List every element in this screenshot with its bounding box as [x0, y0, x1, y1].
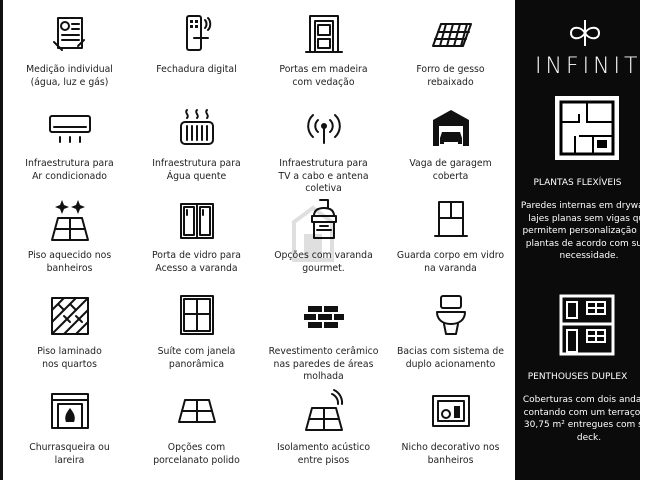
feature-label: Opções com porcelanato polido	[153, 442, 240, 466]
feature-label: Fechadura digital	[156, 64, 237, 75]
feature-wooden-doors	[260, 12, 387, 89]
duplex-description: Coberturas com dois andares contando com um terraço de 30,75 m² entregues com spa deck.	[522, 395, 656, 443]
feature-glass-door	[133, 198, 260, 275]
brand-panel	[515, 0, 659, 480]
niche-icon	[429, 390, 473, 434]
feature-label: Medição individual (água, luz e gás)	[26, 64, 113, 88]
feature-label: Infraestrutura para Ar condicionado	[25, 158, 114, 182]
floor-plan-icon	[555, 96, 619, 160]
panoramic-window-icon	[175, 294, 219, 338]
duplex-building-icon	[555, 294, 619, 358]
feature-label: Bacias com sistema de duplo acionamento	[396, 346, 505, 370]
toilet-icon	[429, 294, 473, 338]
duplex-title: PENTHOUSES DUPLEX	[527, 372, 628, 382]
feature-label: Portas em madeira com vedação	[279, 64, 368, 88]
brand-name: INFINITY	[535, 54, 659, 79]
feature-covered-garage	[387, 106, 514, 183]
feature-label: Porta de vidro para Acesso a varanda	[151, 250, 242, 274]
feature-glass-railing	[387, 198, 514, 275]
feature-cable-tv	[260, 106, 387, 196]
feature-hot-water	[133, 106, 260, 183]
feature-label: Piso aquecido nos banheiros	[27, 250, 112, 274]
feature-acoustic-insulation	[260, 390, 387, 467]
heater-icon	[175, 106, 219, 150]
infinity-logo-icon	[565, 18, 605, 48]
feature-panoramic-window	[133, 294, 260, 371]
laminate-floor-icon	[48, 294, 92, 338]
feature-individual-metering	[6, 12, 133, 89]
feature-label: Churrasqueira ou lareira	[29, 442, 110, 466]
feature-label: Opções varanda gourmet.	[274, 250, 373, 274]
feature-digital-lock	[133, 12, 260, 77]
feature-ceramic-walls	[260, 294, 387, 384]
feature-label: Isolamento acústico entre pisos	[276, 442, 371, 466]
feature-laminate-floor	[6, 294, 133, 371]
feature-label: Infraestrutura para Água quente	[152, 158, 241, 182]
feature-decorative-niche	[387, 390, 514, 467]
antenna-icon	[302, 106, 346, 150]
plans-title: PLANTAS FLEXÍVEIS	[533, 178, 622, 188]
features-grid	[6, 0, 514, 480]
left-edge-bar	[0, 0, 3, 480]
feature-fireplace	[6, 390, 133, 467]
meter-document-icon	[48, 12, 92, 56]
feature-label: Nicho decorativo nos banheiros	[401, 442, 500, 466]
garage-icon	[429, 106, 473, 150]
feature-heated-floor	[6, 198, 133, 275]
feature-label: Piso laminado nos quartos	[37, 346, 102, 370]
feature-label: Guarda corpo em vidro na varanda	[396, 250, 505, 274]
feature-air-conditioning	[6, 106, 133, 183]
wooden-door-icon	[302, 12, 346, 56]
porcelain-floor-icon	[175, 390, 219, 434]
feature-plaster-ceiling	[387, 12, 514, 89]
ceiling-icon	[429, 12, 473, 56]
digital-lock-icon	[175, 12, 219, 56]
glass-door-icon	[175, 198, 219, 242]
glass-railing-icon	[429, 198, 473, 242]
fireplace-icon	[48, 390, 92, 434]
ceramic-wall-icon	[302, 294, 346, 338]
watermark-logo	[288, 204, 338, 264]
plans-description: Paredes internas em drywall e lajes planas sem vigas que permitem personalização das plantas de acordo com suas necessidade.	[520, 201, 658, 261]
feature-polished-porcelain	[133, 390, 260, 467]
feature-label: Revestimento cerâmico nas paredes de áreas molhada	[268, 346, 379, 382]
feature-dual-flush	[387, 294, 514, 371]
feature-label: Forro de gesso rebaixado	[416, 64, 485, 88]
feature-label: Infraestrutura para TV a cabo e antena coletiva	[278, 158, 369, 194]
heated-floor-icon	[48, 198, 92, 242]
feature-label: Suíte com janela panorâmica	[157, 346, 236, 370]
air-conditioner-icon	[48, 106, 92, 150]
feature-label: Vaga de garagem coberta	[409, 158, 492, 182]
acoustic-floor-icon	[302, 390, 346, 434]
